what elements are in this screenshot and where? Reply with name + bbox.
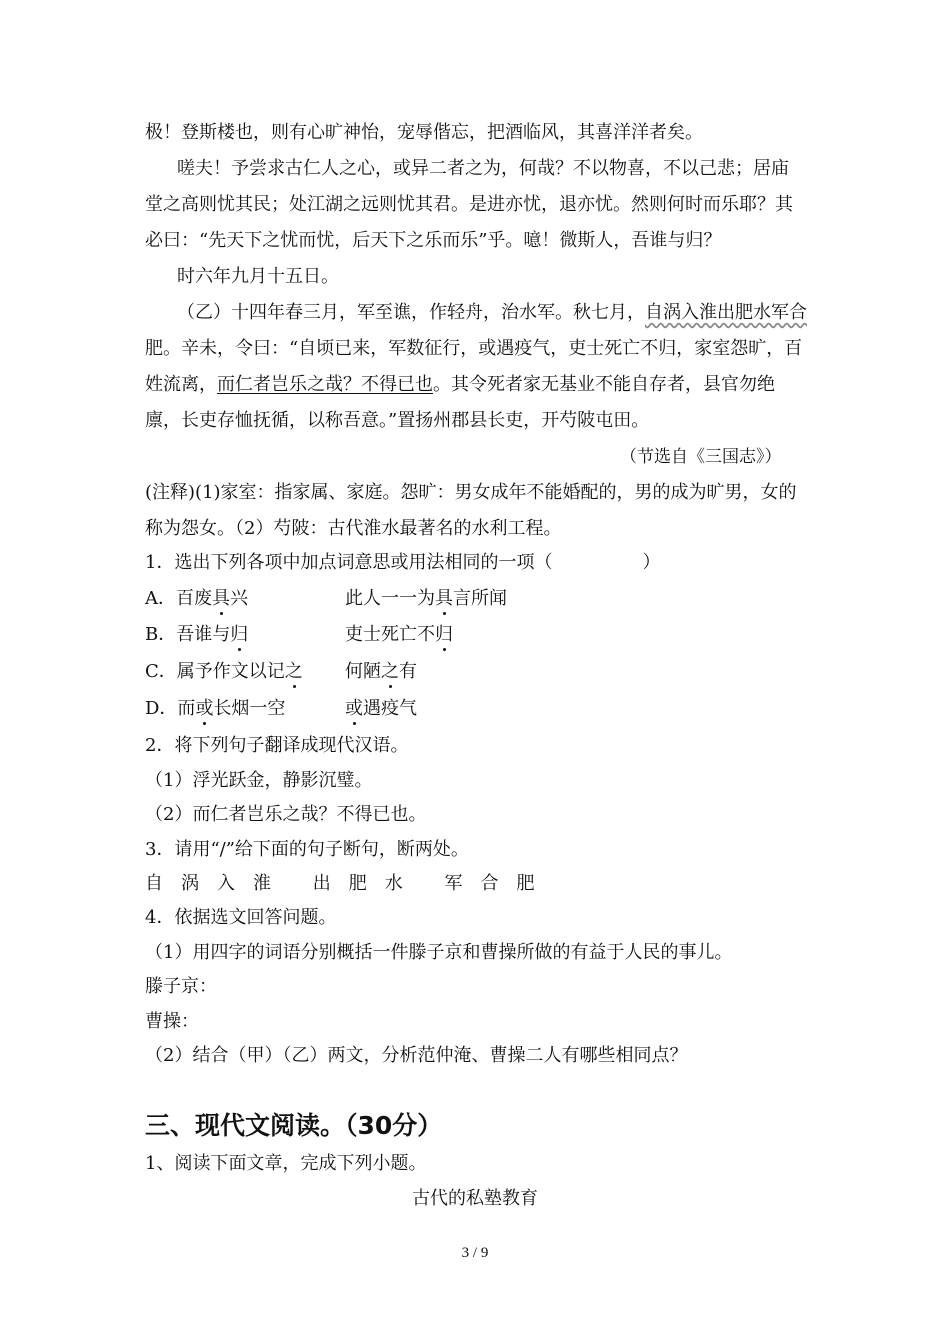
dotted-char: 之 [381,661,399,682]
q1-stem: 1．选出下列各项中加点词意思或用法相同的一项（ ） [145,552,661,573]
option-text: 吏士死亡不 [345,624,435,645]
notes-line-1: (注释)(1)家室：指家属、家庭。怨旷：男女成年不能婚配的，男的成为旷男，女的 [145,482,797,503]
q1-option-b-right [345,623,453,647]
q1-option-d-left [145,697,285,721]
wavy-underlined-phrase: 自涡入淮出肥水军合 [645,302,807,323]
passage-line-5: 时六年九月十五日。 [177,266,339,287]
option-text: D．而 [145,698,196,719]
passage-line-3: 堂之高则忧其民；处江湖之远则忧其君。是进亦忧，退亦忧。然则何时而乐耶？其 [145,194,793,215]
passage-line-2: 嗟夫！予尝求古仁人之心，或异二者之为，何哉？不以物喜，不以己悲；居庙 [177,158,789,179]
passage-line-6 [177,301,807,325]
dotted-char: 或 [345,698,363,719]
passage-line-6-text: （乙）十四年春三月，军至谯，作轻舟，治水军。秋七月， [177,302,645,323]
dotted-char: 归 [435,624,453,645]
dotted-char: 或 [195,698,214,719]
source-citation: （节选自《三国志》） [620,447,782,467]
passage-line-4: 必曰：“先天下之忧而忧，后天下之乐而乐”乎。噫！微斯人，吾谁与归？ [145,230,722,251]
section-heading: 三、现代文阅读。（30分） [145,1111,443,1140]
option-text: 长烟一空 [213,698,286,719]
option-text: B．吾谁与 [145,624,231,645]
option-text: A．百废 [145,588,212,609]
page-number: 3 / 9 [461,1245,489,1261]
notes-line-2: 称为怨女。（2）芍陂：古代淮水最著名的水利工程。 [145,518,562,539]
passage-line-8-tail: 。其令死者家无基业不能自存者，县官勿绝 [433,374,775,395]
article-title: 古代的私塾教育 [412,1188,538,1209]
option-text: 遇疫气 [363,698,417,719]
q4-subquestion-1: （1）用四字的词语分别概括一件滕子京和曹操所做的有益于人民的事儿。 [145,942,733,963]
q4-subquestion-2: （2）结合（甲）（乙）两文，分析范仲淹、曹操二人有哪些相同点？ [145,1045,688,1066]
dotted-char: 具 [212,588,230,609]
dotted-char: 归 [230,624,249,645]
dotted-char: 具 [435,588,453,609]
underlined-sentence: 而仁者岂乐之哉？不得已也 [217,374,433,395]
q1-option-c-left [145,660,303,684]
option-text: 言所闻 [453,588,507,609]
q1-option-c-right [345,660,417,684]
option-text: 兴 [230,588,248,609]
option-text: 有 [399,661,417,682]
section-intro: 1、阅读下面文章，完成下列小题。 [145,1153,427,1174]
passage-line-9: 廪，长吏存恤抚循，以称吾意。”置扬州郡县长吏，开芍陂屯田。 [145,410,650,431]
passage-line-1: 极！登斯楼也，则有心旷神怡，宠辱偕忘，把酒临风，其喜洋洋者矣。 [145,122,703,143]
passage-line-7: 肥。辛未，令曰：“自顷已来，军数征行，或遇疫气，吏士死亡不归，家室怨旷，百 [145,338,803,359]
q1-option-a-left [145,587,248,611]
q2-sentence-2: （2）而仁者岂乐之哉？不得已也。 [145,804,427,825]
q4-stem: 4．依据选文回答问题。 [145,907,337,928]
passage-line-8 [145,373,775,397]
q1-option-b-left [145,623,248,647]
q2-stem: 2．将下列句子翻译成现代汉语。 [145,735,409,756]
passage-line-8-head: 姓流离， [145,374,217,395]
dotted-char: 之 [284,661,303,682]
q4-cao-label: 曹操： [145,1011,199,1032]
q3-sentence: 自涡入淮 出肥水 军合肥 [145,873,553,894]
q1-option-a-right [345,587,507,611]
q1-option-d-right [345,697,417,721]
option-text: C．属予作文以记 [145,661,285,682]
q2-sentence-1: （1）浮光跃金，静影沉璧。 [145,770,373,791]
option-text: 何陋 [345,661,381,682]
option-text: 此人一一为 [345,588,435,609]
q3-stem: 3．请用“/”给下面的句子断句，断两处。 [145,839,469,860]
q4-teng-label: 滕子京： [145,976,217,997]
